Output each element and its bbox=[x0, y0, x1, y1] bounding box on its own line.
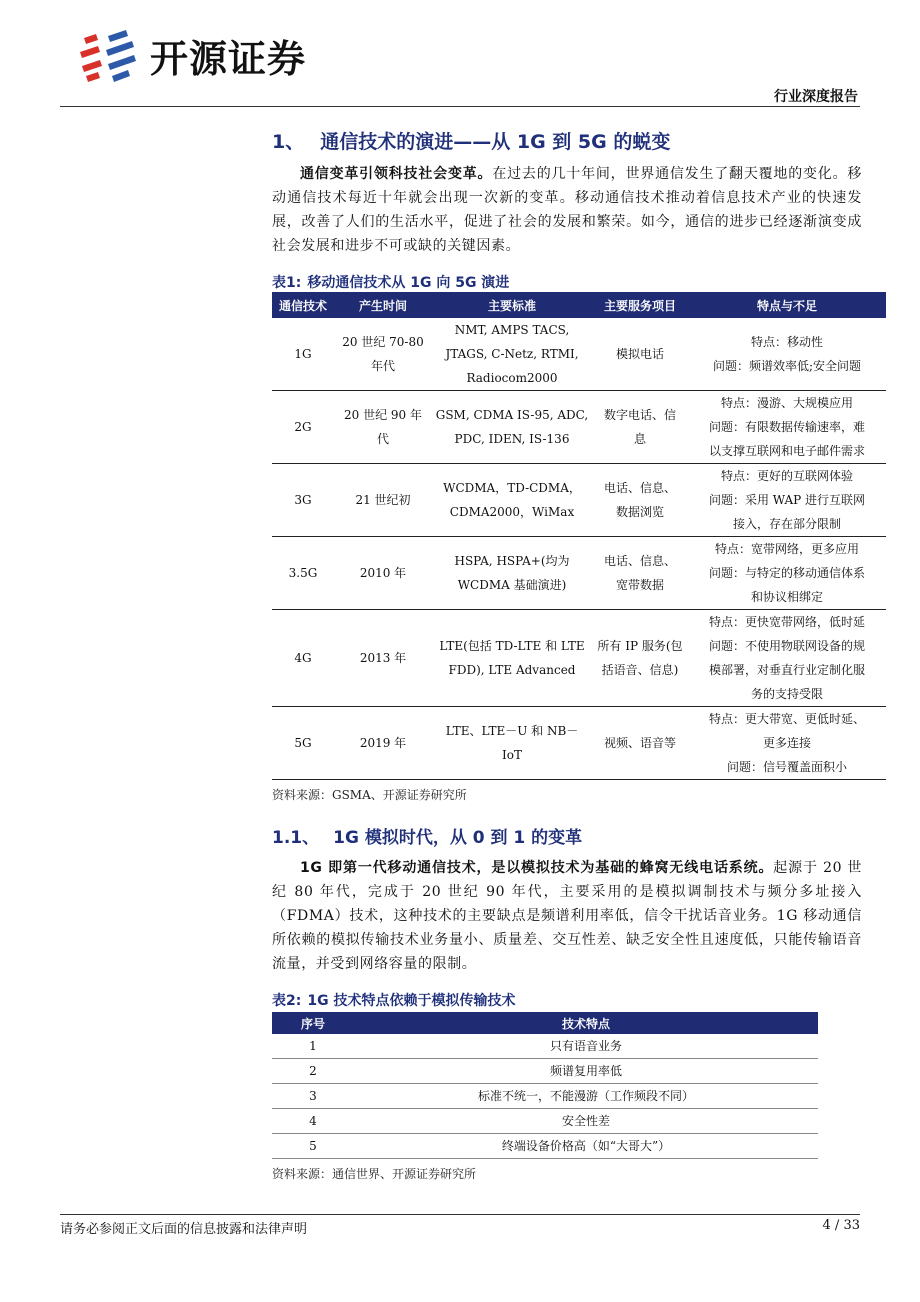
index-cell bbox=[272, 1134, 354, 1159]
page-header bbox=[0, 0, 920, 110]
features-cell-line: 模部署，对垂直行业定制化服 bbox=[708, 663, 865, 677]
table1-source: 资料来源：GSMA、开源证券研究所 bbox=[272, 788, 467, 802]
feature-cell bbox=[354, 1134, 818, 1159]
features-cell-line: 问题：信号覆盖面积小 bbox=[726, 760, 847, 774]
generation-cell bbox=[272, 537, 334, 610]
brand-logo bbox=[78, 28, 306, 83]
features-cell-line: 特点：漫游、大规模应用 bbox=[720, 396, 853, 410]
section-title: 1G 模拟时代，从 0 到 1 的变革 bbox=[333, 828, 583, 848]
services-cell-line: 视频、语音等 bbox=[603, 736, 676, 750]
table-row bbox=[272, 391, 886, 464]
standards-cell bbox=[432, 537, 592, 610]
table-row bbox=[272, 707, 886, 780]
feature-cell bbox=[354, 1084, 818, 1109]
generation-cell bbox=[272, 391, 334, 464]
index-cell-line: 2 bbox=[309, 1064, 317, 1078]
column-header: 主要服务项目 bbox=[592, 292, 688, 318]
generation-cell-line: 3.5G bbox=[288, 566, 318, 580]
time-cell-line: 代 bbox=[376, 432, 389, 446]
standards-cell-line: WCDMA，TD-CDMA， bbox=[443, 481, 581, 495]
section-number: 1、 bbox=[272, 131, 305, 153]
standards-cell bbox=[432, 391, 592, 464]
time-cell-line: 21 世纪初 bbox=[355, 493, 411, 507]
table-header-row bbox=[272, 1012, 818, 1034]
column-header: 特点与不足 bbox=[688, 292, 886, 318]
table-row bbox=[272, 610, 886, 707]
index-cell-line: 5 bbox=[309, 1139, 317, 1153]
time-cell-line: 2010 年 bbox=[359, 566, 407, 580]
standards-cell-line: IoT bbox=[502, 748, 522, 762]
generation-cell-line: 4G bbox=[294, 651, 312, 665]
standards-cell bbox=[432, 464, 592, 537]
services-cell-line: 模拟电话 bbox=[615, 347, 664, 361]
standards-cell-line: FDD), LTE Advanced bbox=[448, 663, 576, 677]
time-cell-line: 20 世纪 70-80 bbox=[342, 335, 424, 349]
time-cell bbox=[334, 318, 432, 391]
features-cell-line: 问题：与特定的移动通信体系 bbox=[708, 566, 865, 580]
standards-cell-line: NMT, AMPS TACS, bbox=[454, 323, 570, 337]
table2-title: 1G 技术特点依赖于模拟传输技术 bbox=[307, 993, 516, 1009]
column-header: 技术特点 bbox=[354, 1012, 818, 1034]
standards-cell-line: LTE(包括 TD-LTE 和 LTE bbox=[439, 639, 585, 653]
standards-cell-line: CDMA2000，WiMax bbox=[449, 505, 575, 519]
features-cell-line: 接入，存在部分限制 bbox=[732, 517, 841, 531]
standards-cell bbox=[432, 318, 592, 391]
features-cell bbox=[688, 537, 886, 610]
time-cell-line: 2013 年 bbox=[359, 651, 407, 665]
features-cell-line: 特点：更大带宽、更低时延、 bbox=[708, 712, 865, 726]
features-cell-line: 特点：更快宽带网络，低时延 bbox=[708, 615, 865, 629]
features-table-body bbox=[272, 1034, 818, 1159]
services-cell bbox=[592, 610, 688, 707]
features-cell-line: 务的支持受限 bbox=[750, 687, 823, 701]
brand-name: 开源证券 bbox=[150, 37, 307, 81]
services-cell-line: 括语音、信息) bbox=[601, 663, 679, 677]
index-cell-line: 4 bbox=[309, 1114, 317, 1128]
services-cell bbox=[592, 464, 688, 537]
index-cell bbox=[272, 1109, 354, 1134]
table1-label: 表1: bbox=[272, 275, 302, 291]
section-title: 通信技术的演进——从 1G 到 5G 的蜕变 bbox=[320, 131, 671, 153]
time-cell bbox=[334, 707, 432, 780]
column-header: 通信技术 bbox=[272, 292, 334, 318]
evolution-table bbox=[272, 292, 886, 780]
section-heading-1 bbox=[272, 126, 862, 158]
table-row bbox=[272, 1034, 818, 1059]
index-cell bbox=[272, 1059, 354, 1084]
feature-cell-line: 安全性差 bbox=[561, 1114, 610, 1128]
feature-cell-line: 频谱复用率低 bbox=[549, 1064, 622, 1078]
table-row bbox=[272, 1059, 818, 1084]
generation-cell-line: 3G bbox=[294, 493, 312, 507]
section-number: 1.1、 bbox=[272, 828, 320, 848]
evolution-table-body bbox=[272, 318, 886, 780]
index-cell-line: 3 bbox=[309, 1089, 317, 1103]
table2-label: 表2: bbox=[272, 993, 302, 1009]
time-cell bbox=[334, 464, 432, 537]
time-cell bbox=[334, 391, 432, 464]
time-cell-line: 2019 年 bbox=[359, 736, 407, 750]
services-cell bbox=[592, 318, 688, 391]
feature-cell bbox=[354, 1109, 818, 1134]
features-cell bbox=[688, 464, 886, 537]
standards-cell-line: WCDMA 基础演进) bbox=[457, 578, 567, 592]
footer-divider bbox=[60, 1214, 860, 1215]
table-row bbox=[272, 464, 886, 537]
generation-cell-line: 5G bbox=[294, 736, 312, 750]
features-cell-line: 特点：宽带网络，更多应用 bbox=[714, 542, 859, 556]
generation-cell bbox=[272, 464, 334, 537]
standards-cell bbox=[432, 707, 592, 780]
table-row bbox=[272, 1084, 818, 1109]
generation-cell bbox=[272, 707, 334, 780]
table2-source: 资料来源：通信世界、开源证券研究所 bbox=[272, 1167, 477, 1181]
services-cell-line: 数据浏览 bbox=[615, 505, 664, 519]
intro-paragraph bbox=[272, 162, 862, 258]
table-row bbox=[272, 1109, 818, 1134]
time-cell-line: 20 世纪 90 年 bbox=[344, 408, 422, 422]
features-cell-line: 问题：采用 WAP 进行互联网 bbox=[708, 493, 866, 507]
standards-cell-line: GSM, CDMA IS-95, ADC, bbox=[435, 408, 589, 422]
services-cell-line: 电话、信息、 bbox=[603, 554, 676, 568]
generation-cell bbox=[272, 318, 334, 391]
section-heading-1-1 bbox=[272, 824, 862, 852]
table-row bbox=[272, 537, 886, 610]
report-type: 行业深度报告 bbox=[774, 89, 858, 105]
time-cell-line: 年代 bbox=[370, 359, 395, 373]
features-cell bbox=[688, 391, 886, 464]
features-cell-line: 和协议相绑定 bbox=[750, 590, 823, 604]
services-cell bbox=[592, 537, 688, 610]
services-cell-line: 数字电话、信 bbox=[603, 408, 676, 422]
paragraph-lead: 通信变革引领科技社会变革。 bbox=[300, 166, 493, 182]
column-header: 主要标准 bbox=[432, 292, 592, 318]
features-table bbox=[272, 1012, 818, 1159]
paragraph-body: 起源于 20 世纪 80 年代，完成于 20 世纪 90 年代，主要采用的是模拟调制技术与频分多址接入（FDMA）技术，这种技术的主要缺点是频谱利用率低，信令干扰话音业务。1G 移动通信所依赖的模拟传输技术业务量小、质量差、交互性差、缺乏安全性且速度低，只能传输语音流量，并受到网络容量的限制。 bbox=[272, 860, 863, 972]
page-number: 4 / 33 bbox=[822, 1218, 860, 1233]
main-content bbox=[272, 126, 866, 1183]
generation-cell-line: 1G bbox=[294, 347, 312, 361]
column-header: 序号 bbox=[272, 1012, 354, 1034]
column-header: 产生时间 bbox=[334, 292, 432, 318]
header-divider bbox=[60, 106, 860, 107]
features-cell bbox=[688, 318, 886, 391]
features-cell-line: 问题：不使用物联网设备的规 bbox=[708, 639, 865, 653]
services-cell-line: 宽带数据 bbox=[615, 578, 664, 592]
paragraph-body: 在过去的几十年间，世界通信发生了翻天覆地的变化。移动通信技术每近十年就会出现一次新的变革。移动通信技术推动着信息技术产业的快速发展，改善了人们的生活水平，促进了社会的发展和繁荣。如今，通信的进步已经逐渐演变成社会发展和进步不可或缺的关键因素。 bbox=[272, 166, 862, 254]
time-cell bbox=[334, 610, 432, 707]
standards-cell bbox=[432, 610, 592, 707]
paragraph-lead: 1G 即第一代移动通信技术，是以模拟技术为基础的蜂窝无线电话系统。 bbox=[300, 860, 774, 876]
feature-cell bbox=[354, 1034, 818, 1059]
standards-cell-line: PDC, IDEN, IS-136 bbox=[454, 432, 570, 446]
brand-logo-icon bbox=[78, 30, 140, 82]
features-cell-line: 问题：有限数据传输速率，难 bbox=[708, 420, 865, 434]
services-cell-line: 息 bbox=[633, 432, 646, 446]
generation-cell-line: 2G bbox=[294, 420, 312, 434]
standards-cell-line: LTE、LTE－U 和 NB－ bbox=[445, 724, 579, 738]
table1-caption bbox=[272, 272, 862, 292]
index-cell bbox=[272, 1034, 354, 1059]
table-row bbox=[272, 318, 886, 391]
features-cell-line: 特点：更好的互联网体验 bbox=[720, 469, 853, 483]
table2-caption bbox=[272, 990, 862, 1010]
feature-cell-line: 只有语音业务 bbox=[549, 1039, 622, 1053]
features-cell bbox=[688, 707, 886, 780]
features-cell-line: 问题：频谱效率低;安全问题 bbox=[712, 359, 862, 373]
generation-cell bbox=[272, 610, 334, 707]
features-cell-line: 以支撑互联网和电子邮件需求 bbox=[708, 444, 865, 458]
feature-cell-line: 标准不统一，不能漫游（工作频段不同） bbox=[477, 1089, 694, 1103]
time-cell bbox=[334, 537, 432, 610]
table-header-row bbox=[272, 292, 886, 318]
features-cell-line: 更多连接 bbox=[762, 736, 811, 750]
table1-title: 移动通信技术从 1G 向 5G 演进 bbox=[307, 275, 510, 291]
standards-cell-line: HSPA, HSPA+(均为 bbox=[454, 554, 570, 568]
features-cell-line: 特点：移动性 bbox=[750, 335, 823, 349]
feature-cell bbox=[354, 1059, 818, 1084]
feature-cell-line: 终端设备价格高（如“大哥大”） bbox=[501, 1139, 671, 1153]
services-cell bbox=[592, 707, 688, 780]
standards-cell-line: Radiocom2000 bbox=[466, 371, 558, 385]
index-cell bbox=[272, 1084, 354, 1109]
features-cell bbox=[688, 610, 886, 707]
index-cell-line: 1 bbox=[309, 1039, 317, 1053]
table-row bbox=[272, 1134, 818, 1159]
services-cell-line: 所有 IP 服务(包 bbox=[597, 639, 683, 653]
standards-cell-line: JTAGS, C-Netz, RTMI, bbox=[445, 347, 579, 361]
body-paragraph bbox=[272, 856, 862, 976]
services-cell bbox=[592, 391, 688, 464]
services-cell-line: 电话、信息、 bbox=[603, 481, 676, 495]
footer-disclaimer: 请务必参阅正文后面的信息披露和法律声明 bbox=[60, 1222, 308, 1237]
